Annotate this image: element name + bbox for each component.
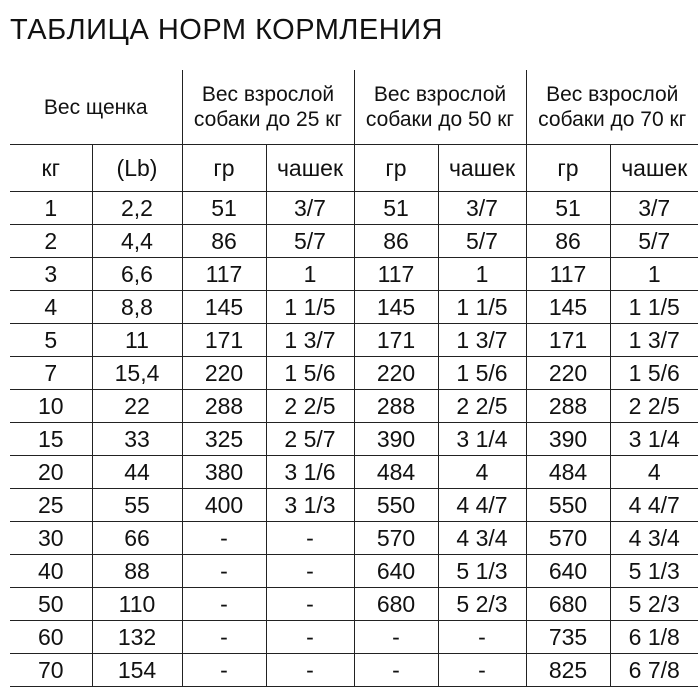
cell-gr-70: 484 (526, 456, 610, 489)
cell-cups-70: 1 5/6 (610, 357, 698, 390)
cell-cups-50: 4 4/7 (438, 489, 526, 522)
cell-kg: 30 (10, 522, 92, 555)
cell-cups-50: 1 5/6 (438, 357, 526, 390)
cell-cups-25: 3 1/3 (266, 489, 354, 522)
cell-cups-50: 1 (438, 258, 526, 291)
cell-gr-70: 680 (526, 588, 610, 621)
cell-gr-25: 325 (182, 423, 266, 456)
cell-gr-70: 550 (526, 489, 610, 522)
header-row-groups (10, 70, 698, 145)
cell-cups-70: 6 1/8 (610, 621, 698, 654)
header-adult-50 (354, 70, 526, 145)
cell-cups-70: 4 4/7 (610, 489, 698, 522)
header-adult-50-line1: Вес взрослой (373, 83, 507, 106)
header-puppy-weight: Вес щенка (10, 70, 182, 145)
cell-cups-50: - (438, 654, 526, 687)
cell-gr-50: 570 (354, 522, 438, 555)
cell-gr-50: 117 (354, 258, 438, 291)
page-title: ТАБЛИЦА НОРМ КОРМЛЕНИЯ (10, 14, 443, 46)
cell-kg: 60 (10, 621, 92, 654)
feeding-norms-table (10, 70, 698, 687)
cell-gr-50: 220 (354, 357, 438, 390)
cell-cups-50: 1 3/7 (438, 324, 526, 357)
table-row (10, 489, 698, 522)
header-adult-25-line2: собаки до 25 кг (193, 108, 343, 131)
cell-lb: 66 (92, 522, 182, 555)
header-row-units (10, 145, 698, 192)
cell-cups-25: 1 3/7 (266, 324, 354, 357)
cell-kg: 1 (10, 192, 92, 225)
cell-lb: 132 (92, 621, 182, 654)
header-gr-25: гр (182, 145, 266, 192)
header-cups-70: чашек (610, 145, 698, 192)
cell-gr-25: 400 (182, 489, 266, 522)
cell-gr-70: 390 (526, 423, 610, 456)
cell-cups-25: - (266, 555, 354, 588)
cell-gr-70: 145 (526, 291, 610, 324)
cell-kg: 50 (10, 588, 92, 621)
cell-cups-70: 5/7 (610, 225, 698, 258)
cell-cups-70: 5 1/3 (610, 555, 698, 588)
cell-lb: 44 (92, 456, 182, 489)
cell-cups-70: 2 2/5 (610, 390, 698, 423)
cell-gr-25: 145 (182, 291, 266, 324)
cell-gr-25: - (182, 654, 266, 687)
cell-lb: 4,4 (92, 225, 182, 258)
cell-gr-50: 640 (354, 555, 438, 588)
cell-cups-70: 3 1/4 (610, 423, 698, 456)
cell-cups-25: 2 5/7 (266, 423, 354, 456)
cell-cups-70: 5 2/3 (610, 588, 698, 621)
cell-gr-25: 288 (182, 390, 266, 423)
cell-kg: 4 (10, 291, 92, 324)
cell-gr-25: - (182, 621, 266, 654)
header-adult-70-line1: Вес взрослой (546, 83, 679, 106)
cell-lb: 88 (92, 555, 182, 588)
header-adult-50-line2: собаки до 50 кг (365, 108, 515, 131)
cell-cups-70: 1 3/7 (610, 324, 698, 357)
cell-gr-70: 117 (526, 258, 610, 291)
cell-cups-70: 1 (610, 258, 698, 291)
cell-lb: 11 (92, 324, 182, 357)
header-adult-70-line2: собаки до 70 кг (538, 108, 687, 131)
cell-gr-25: 220 (182, 357, 266, 390)
cell-cups-50: 4 3/4 (438, 522, 526, 555)
cell-cups-25: 1 1/5 (266, 291, 354, 324)
header-adult-25-line1: Вес взрослой (201, 83, 335, 106)
table-row (10, 324, 698, 357)
cell-lb: 6,6 (92, 258, 182, 291)
cell-cups-50: 3/7 (438, 192, 526, 225)
header-lb: (Lb) (92, 145, 182, 192)
cell-cups-70: 6 7/8 (610, 654, 698, 687)
header-gr-50: гр (354, 145, 438, 192)
cell-gr-70: 220 (526, 357, 610, 390)
cell-gr-25: 171 (182, 324, 266, 357)
cell-cups-70: 4 (610, 456, 698, 489)
cell-lb: 8,8 (92, 291, 182, 324)
cell-cups-50: 5 1/3 (438, 555, 526, 588)
cell-gr-50: 171 (354, 324, 438, 357)
table-row (10, 423, 698, 456)
cell-cups-50: 5 2/3 (438, 588, 526, 621)
cell-cups-25: 1 5/6 (266, 357, 354, 390)
table-row (10, 291, 698, 324)
cell-kg: 3 (10, 258, 92, 291)
cell-gr-25: 51 (182, 192, 266, 225)
cell-cups-50: 4 (438, 456, 526, 489)
cell-gr-50: 145 (354, 291, 438, 324)
cell-gr-70: 735 (526, 621, 610, 654)
cell-cups-50: - (438, 621, 526, 654)
cell-kg: 5 (10, 324, 92, 357)
cell-cups-50: 2 2/5 (438, 390, 526, 423)
table-row (10, 654, 698, 687)
cell-cups-25: 3/7 (266, 192, 354, 225)
cell-gr-50: 288 (354, 390, 438, 423)
cell-cups-25: 2 2/5 (266, 390, 354, 423)
cell-lb: 110 (92, 588, 182, 621)
table-row (10, 357, 698, 390)
cell-gr-25: 380 (182, 456, 266, 489)
header-adult-70 (526, 70, 698, 145)
cell-cups-25: 5/7 (266, 225, 354, 258)
table-row (10, 621, 698, 654)
cell-gr-50: 550 (354, 489, 438, 522)
table-row (10, 588, 698, 621)
header-cups-50: чашек (438, 145, 526, 192)
cell-kg: 70 (10, 654, 92, 687)
cell-gr-70: 570 (526, 522, 610, 555)
cell-gr-70: 640 (526, 555, 610, 588)
cell-gr-50: 86 (354, 225, 438, 258)
cell-gr-25: 86 (182, 225, 266, 258)
cell-kg: 7 (10, 357, 92, 390)
cell-cups-25: 3 1/6 (266, 456, 354, 489)
cell-cups-25: - (266, 522, 354, 555)
cell-cups-70: 3/7 (610, 192, 698, 225)
table-row (10, 390, 698, 423)
cell-lb: 15,4 (92, 357, 182, 390)
cell-kg: 2 (10, 225, 92, 258)
cell-cups-25: - (266, 654, 354, 687)
cell-gr-50: 484 (354, 456, 438, 489)
cell-kg: 10 (10, 390, 92, 423)
cell-gr-70: 288 (526, 390, 610, 423)
cell-gr-50: - (354, 621, 438, 654)
cell-gr-50: 390 (354, 423, 438, 456)
cell-gr-50: 680 (354, 588, 438, 621)
cell-cups-25: - (266, 621, 354, 654)
cell-gr-25: 117 (182, 258, 266, 291)
cell-cups-25: 1 (266, 258, 354, 291)
cell-lb: 2,2 (92, 192, 182, 225)
cell-kg: 25 (10, 489, 92, 522)
cell-cups-50: 3 1/4 (438, 423, 526, 456)
cell-gr-50: - (354, 654, 438, 687)
cell-gr-70: 171 (526, 324, 610, 357)
cell-gr-50: 51 (354, 192, 438, 225)
cell-gr-25: - (182, 588, 266, 621)
table-row (10, 555, 698, 588)
table-row (10, 225, 698, 258)
table-row (10, 522, 698, 555)
cell-lb: 154 (92, 654, 182, 687)
table-row (10, 258, 698, 291)
table-row (10, 192, 698, 225)
cell-lb: 55 (92, 489, 182, 522)
cell-cups-25: - (266, 588, 354, 621)
cell-lb: 22 (92, 390, 182, 423)
cell-gr-70: 86 (526, 225, 610, 258)
cell-kg: 20 (10, 456, 92, 489)
cell-gr-70: 825 (526, 654, 610, 687)
table-row (10, 456, 698, 489)
header-kg: кг (10, 145, 92, 192)
header-gr-70: гр (526, 145, 610, 192)
cell-gr-25: - (182, 522, 266, 555)
cell-kg: 40 (10, 555, 92, 588)
cell-cups-70: 1 1/5 (610, 291, 698, 324)
cell-lb: 33 (92, 423, 182, 456)
cell-cups-50: 5/7 (438, 225, 526, 258)
cell-kg: 15 (10, 423, 92, 456)
cell-cups-50: 1 1/5 (438, 291, 526, 324)
cell-gr-25: - (182, 555, 266, 588)
cell-gr-70: 51 (526, 192, 610, 225)
cell-cups-70: 4 3/4 (610, 522, 698, 555)
header-cups-25: чашек (266, 145, 354, 192)
header-adult-25 (182, 70, 354, 145)
